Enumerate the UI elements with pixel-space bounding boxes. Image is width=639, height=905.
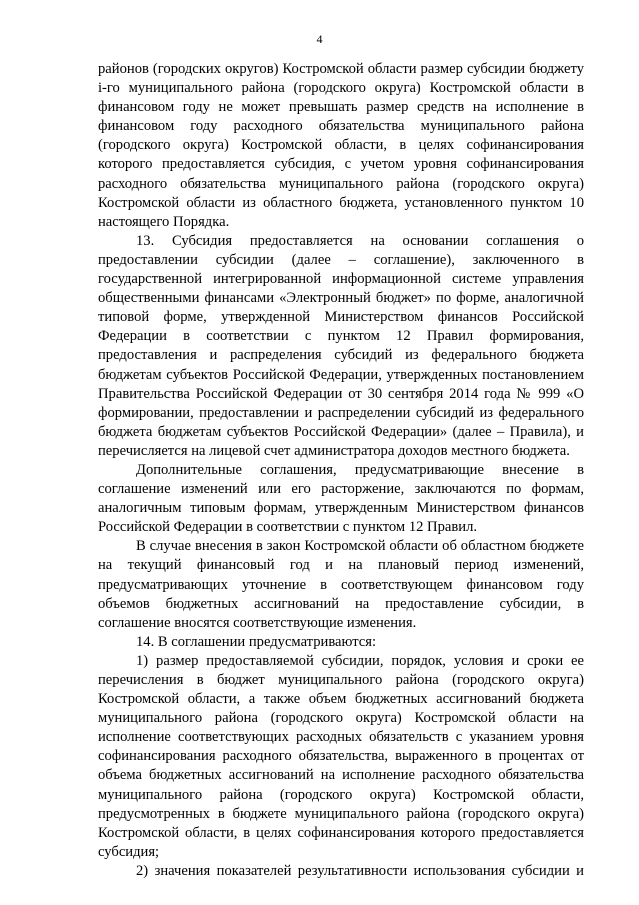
paragraph-continuation: районов (городских округов) Костромской области размер субсидии бюджету i-го муниципального района (городского округа) Костромской области в финансовом году не может превышать размер средств на исполнение в финансовом году расходного обязательства муниципального района (городского округа) Костромской области, в целях софинансирования которого предоставляется субсидия, с учетом уровня софинансирования расходного обязательства муниципального района (городского округа) Костромской области из областного бюджета, установленного пунктом 10 настоящего Порядка. [98, 61, 584, 230]
paragraph-subitem-1: 1) размер предоставляемой субсидии, порядок, условия и сроки ее перечисления в бюджет муниципального района (городского округа) Костромской области, а также объем бюджетных ассигнований бюджета муниципального района (городского округа) Костромской области на исполнение соответствующих расходных обязательств с указанием уровня софинансирования расходного обязательства, выраженного в процентах от объема бюджетных ассигнований на исполнение расходного обязательства муниципального района (городского округа) Костромской области, предусмотренных в бюджете муниципального района (городского округа) Костромской области, в целях софинансирования которого предоставляется субсидия; [98, 652, 584, 860]
document-body [98, 60, 584, 881]
paragraph-item-14: 14. В соглашении предусматриваются: [136, 633, 377, 650]
paragraph-subitem-2: 2) значения показателей результативности использования субсидии и [136, 862, 584, 879]
page-number: 4 [316, 32, 323, 46]
paragraph-law-amendments: В случае внесения в закон Костромской области об областном бюджете на текущий финансовый год и на плановый период изменений, предусматривающих уточнение в соответствующем финансовом году объемов бюджетных ассигнований на предоставление субсидии, в соглашение вносятся соответствующие изменения. [98, 538, 584, 631]
paragraph-item-13: 13. Субсидия предоставляется на основании соглашения о предоставлении субсидии (далее – соглашение), заключенного в государственной интегрированной информационной системе управления общественными финансами «Электронный бюджет» по форме, аналогичной типовой форме, утвержденной Министерством финансов Российской Федерации в соответствии с пунктом 12 Правил формирования, предоставления и распределения субсидий из федерального бюджета бюджетам субъектов Российской Федерации, утвержденных постановлением Правительства Российской Федерации от 30 сентября 2014 года № 999 «О формировании, предоставлении и распределении субсидий из федерального бюджета бюджетам субъектов Российской Федерации» (далее – Правила), и перечисляется на лицевой счет администратора доходов местного бюджета. [98, 232, 584, 459]
paragraph-additional-agreements: Дополнительные соглашения, предусматривающие внесение в соглашение изменений или его расторжение, заключаются по формам, аналогичным типовым формам, утвержденным Министерством финансов Российской Федерации в соответствии с пунктом 12 Правил. [98, 461, 584, 536]
